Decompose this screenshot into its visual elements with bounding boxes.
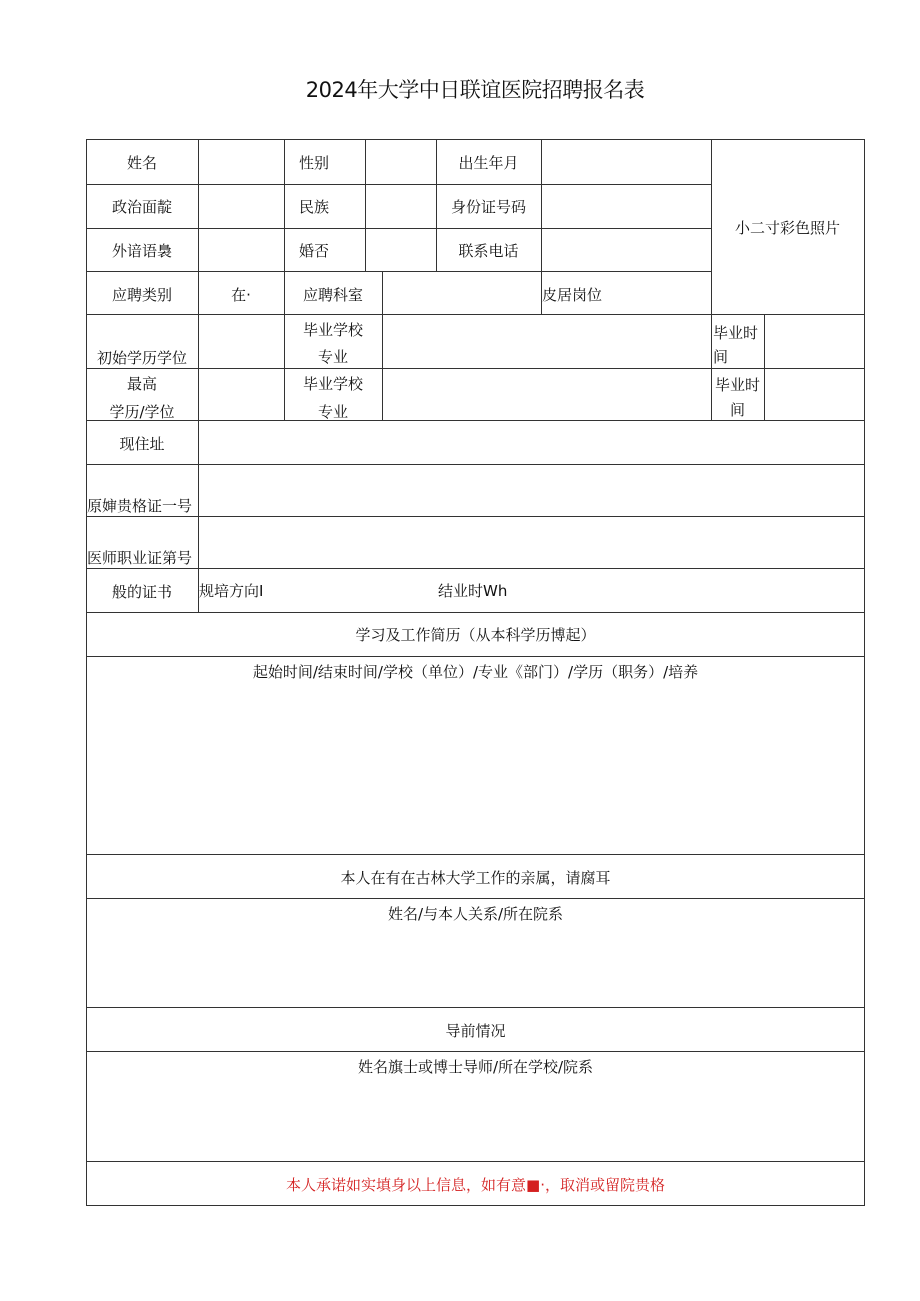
row-line [86,228,712,229]
table-border [86,139,865,140]
col-line [365,139,366,271]
col-line [382,271,383,314]
page-title: 2024年大学中日联谊医院招聘报名表 [305,78,645,102]
highest-education-label: 最高 [126,375,157,393]
row-line [86,368,865,369]
col-line [198,139,199,271]
advisor-column-header: 姓名旗士或博士导师/所在学校/院系 [357,1058,594,1076]
apply-category-value: 在· [231,286,251,304]
highest-education-label-cont: 学历/学位 [109,403,175,420]
major-label: 专业 [317,348,348,366]
row-line [86,568,865,569]
grad-time-label: 毕业时 [713,324,759,342]
relatives-column-header: 姓名/与本人关系/所在院系 [387,905,564,923]
pledge-statement: 本人承诺如实填身以上信息，如有意■·，取消或留院贵格 [286,1176,665,1194]
row-line [86,420,865,421]
id-number-label: 身份证号码 [450,198,526,216]
col-line [382,314,383,420]
col-line [711,314,712,420]
row-line [86,854,865,855]
advisor-section-title: 导前情况 [445,1022,506,1040]
ethnicity-label: 民族 [298,198,329,216]
row-line [86,656,865,657]
grad-time-label-cont: 间 [730,401,746,419]
row-line [86,314,865,315]
qualification-cert-label: 原婶贵格证一号 [87,497,193,515]
relatives-section-title: 本人在有在古林大学工作的亲属，请腐耳 [340,869,611,887]
apply-post-label: 皮居岗位 [542,286,603,304]
training-direction-label: 规培方向I [199,582,264,600]
col-line [764,314,765,420]
photo-placeholder: 小二寸彩色照片 [734,219,840,237]
grad-school-label: 毕业学校 [302,321,363,339]
major-label: 专业 [317,403,348,420]
col-line [541,139,542,271]
address-label: 现住址 [119,435,165,453]
foreign-language-label: 外谙语裊 [111,242,172,260]
grad-time-label: 毕业时 [715,376,761,394]
practice-cert-label: 医师职业证第号 [87,549,193,567]
row-line [86,1051,865,1052]
row-line [86,1161,865,1162]
col-line [198,314,199,420]
resume-column-header: 起始时间/结束时间/学校（单位）/专业《部门）/学历（职务）/培养 [252,663,699,681]
gender-label: 性别 [298,154,329,172]
marriage-label: 婚否 [298,242,329,260]
initial-education-label: 初始学历学位 [96,349,187,367]
row-line [86,464,865,465]
row-line [86,516,865,517]
resume-section-title: 学习及工作简历（从本科学历博起） [355,626,596,644]
row-line [86,271,712,272]
grad-school-label: 毕业学校 [302,375,363,393]
row-line [86,612,865,613]
row-line [86,184,712,185]
phone-label: 联系电话 [458,242,519,260]
apply-dept-label: 应聘科室 [302,286,363,304]
name-label: 姓名 [126,154,157,172]
table-border [86,1205,865,1206]
grad-time-label-cont: 间 [713,348,729,366]
row-line [86,1007,865,1008]
general-cert-label: 般的证书 [111,583,172,601]
apply-category-label: 应聘类别 [111,286,172,304]
birth-label: 出生年月 [458,154,519,172]
row-line [86,898,865,899]
political-label: 政治面靛 [111,198,172,216]
completion-time-label: 结业时Wh [438,582,508,600]
